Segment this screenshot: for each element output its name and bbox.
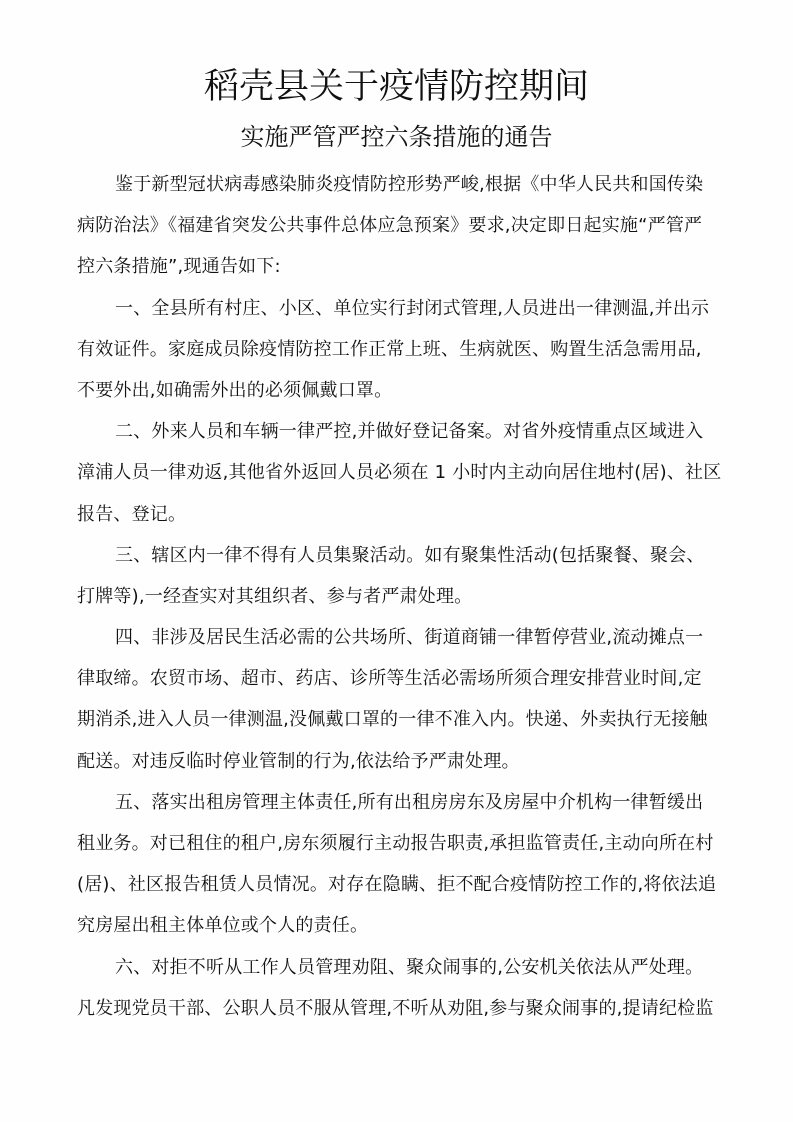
paragraph-line: 病防治法》《福建省突发公共事件总体应急预案》要求,决定即日起实施“严管严 — [77, 215, 703, 237]
document-title: 稻壳县关于疫情防控期间 — [203, 67, 589, 107]
paragraph-line: 律取缔。农贸市场、超市、药店、诊所等生活必需场所须合理安排营业时间,定 — [77, 668, 702, 690]
paragraph-line: 五、落实出租房管理主体责任,所有出租房房东及房屋中介机构一律暂缓出 — [115, 791, 704, 813]
paragraph-line: 期消杀,进入人员一律测温,没佩戴口罩的一律不准入内。快递、外卖执行无接触 — [77, 709, 708, 731]
paragraph-line: 凡发现党员干部、公职人员不服从管理,不听从劝阻,参与聚众闹事的,提请纪检监 — [77, 997, 714, 1019]
document-body — [77, 164, 727, 1029]
document-subtitle: 实施严管严控六条措施的通告 — [240, 123, 553, 151]
paragraph-measure-4 — [77, 617, 727, 782]
paragraph-line: 配送。对违反临时停业管制的行为,依法给予严肃处理。 — [77, 750, 520, 772]
paragraph-line: (居)、社区报告租赁人员情况。对存在隐瞒、拒不配合疫情防控工作的,将依法追 — [77, 874, 717, 896]
paragraph-line: 控六条措施”,现通告如下: — [77, 256, 281, 278]
paragraph-measure-2 — [77, 411, 727, 535]
paragraph-line: 四、非涉及居民生活必需的公共场所、街道商铺一律暂停营业,流动摊点一 — [115, 627, 704, 649]
paragraph-line: 二、外来人员和车辆一律严控,并做好登记备案。对省外疫情重点区域进入 — [115, 421, 704, 443]
paragraph-measure-6 — [77, 947, 727, 1029]
paragraph-line: 鉴于新型冠状病毒感染肺炎疫情防控形势严峻,根据《中华人民共和国传染 — [115, 174, 704, 195]
paragraph-line: 租业务。对已租住的租户,房东须履行主动报告职责,承担监管责任,主动向所在村 — [77, 833, 714, 854]
paragraph-line: 不要外出,如确需外出的必须佩戴口罩。 — [77, 379, 393, 401]
paragraph-line: 有效证件。家庭成员除疫情防控工作正常上班、生病就医、购置生活急需用品, — [77, 338, 702, 360]
paragraph-line: 究房屋出租主体单位或个人的责任。 — [77, 915, 369, 937]
paragraph-measure-5 — [77, 782, 727, 947]
paragraph-intro — [77, 164, 727, 288]
paragraph-line: 六、对拒不听从工作人员管理劝阻、聚众闹事的,公安机关依法从严处理。 — [115, 956, 704, 978]
paragraph-measure-3 — [77, 535, 727, 617]
paragraph-line: 打牌等),一经查实对其组织者、参与者严肃处理。 — [77, 585, 473, 607]
paragraph-line: 一、全县所有村庄、小区、单位实行封闭式管理,人员进出一律测温,并出示 — [115, 297, 710, 319]
paragraph-line: 漳浦人员一律劝返,其他省外返回人员必须在 1 小时内主动向居住地村(居)、社区 — [77, 462, 722, 484]
paragraph-measure-1 — [77, 288, 727, 412]
paragraph-line: 三、辖区内一律不得有人员集聚活动。如有聚集性活动(包括聚餐、聚会、 — [115, 544, 705, 566]
paragraph-line: 报告、登记。 — [77, 503, 187, 525]
